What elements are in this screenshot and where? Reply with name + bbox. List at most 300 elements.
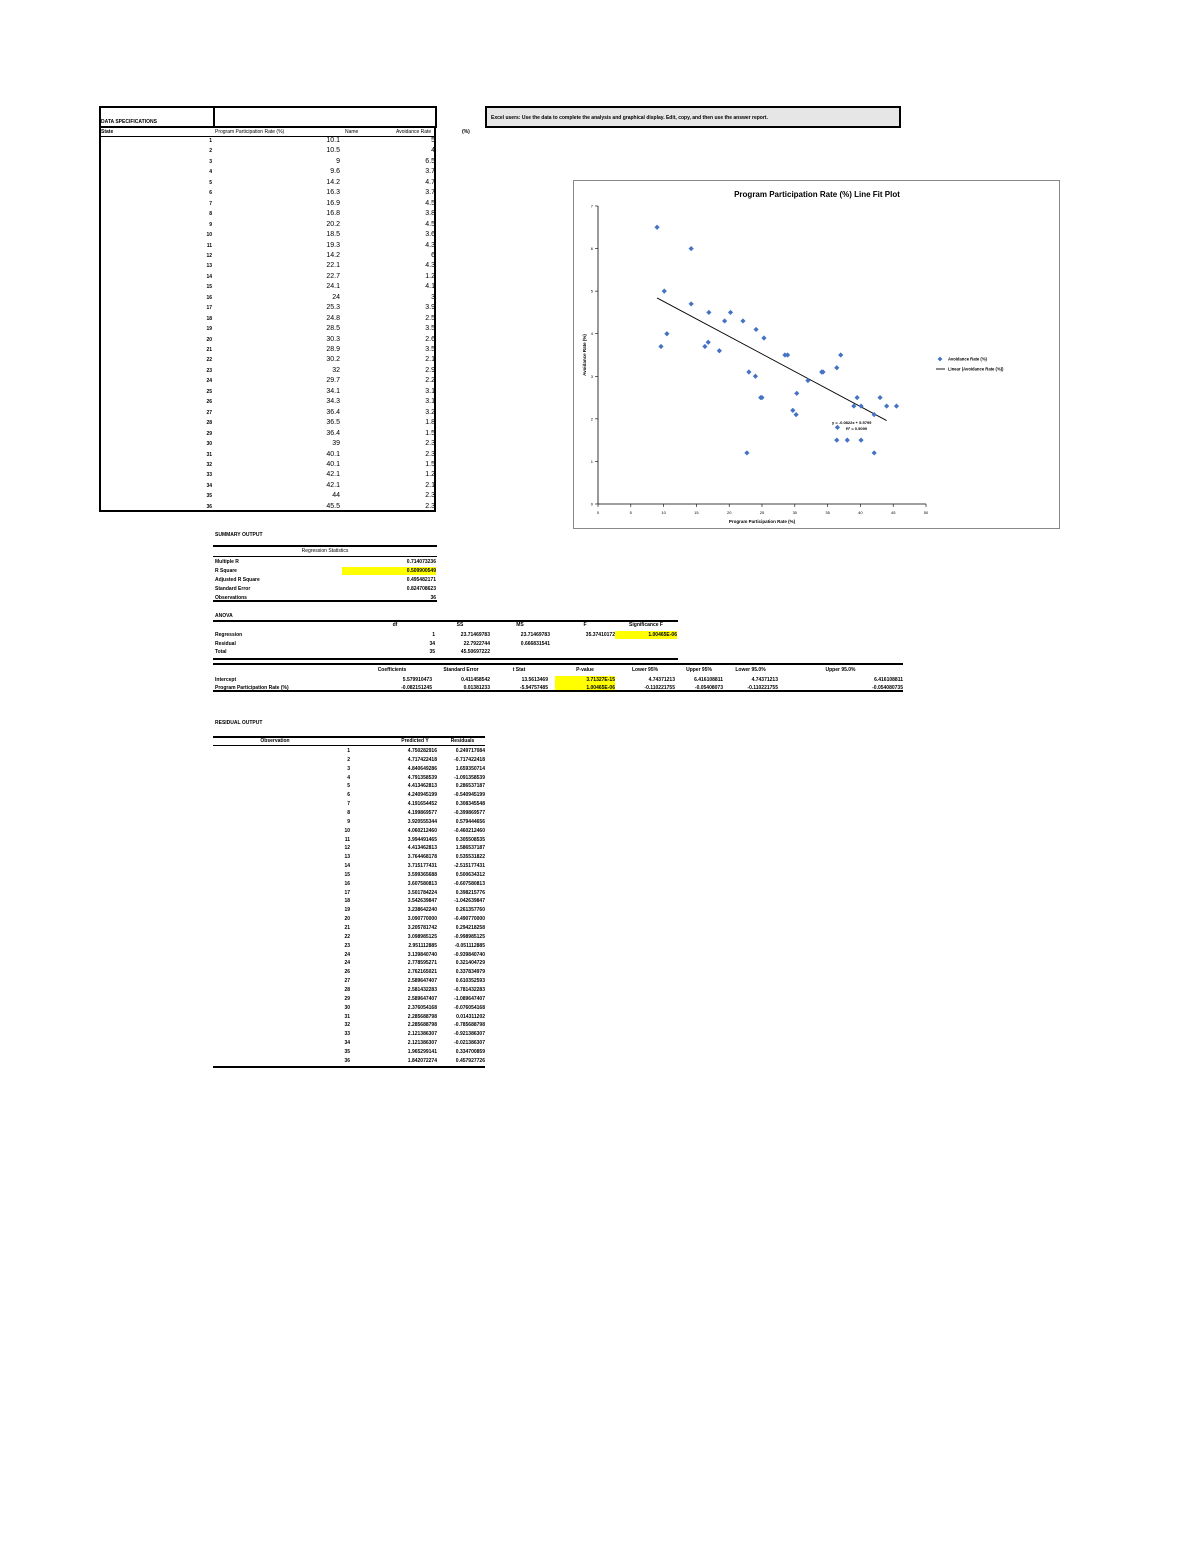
- residual-observation: 36: [344, 1057, 350, 1064]
- residual-predicted: 3.238642240: [407, 907, 437, 914]
- residual-value: -0.076054168: [454, 1004, 485, 1011]
- residual-value: 0.610352593: [455, 978, 485, 985]
- state-cell: 21: [206, 347, 212, 353]
- residual-predicted: 3.764468178: [407, 854, 437, 861]
- coef-value: 0.411458542: [461, 677, 490, 683]
- state-cell: 10: [206, 232, 212, 239]
- residual-observation: 1: [347, 748, 350, 754]
- state-cell: 9: [209, 221, 212, 228]
- residual-predicted: 2.778595271: [407, 960, 437, 967]
- data-point: [790, 408, 795, 413]
- state-cell: 13: [206, 263, 212, 270]
- residual-predicted: 2.121386307: [407, 1040, 437, 1047]
- section-title: DATA SPECIFICATIONS: [101, 119, 157, 125]
- avoidance-cell: 3.9: [425, 304, 435, 312]
- coef-label: Intercept: [215, 677, 237, 683]
- data-point: [753, 327, 758, 332]
- col-avoid-header: Avoidance Rate: [396, 129, 432, 135]
- coef-value: 6.416108811: [694, 677, 723, 683]
- residual-value: -0.490770000: [454, 916, 485, 923]
- legend-label-points: Avoidance Rate (%): [948, 356, 987, 362]
- residual-predicted: 2.951112885: [408, 942, 437, 949]
- avoidance-cell: 1.2: [425, 272, 435, 280]
- residual-value: 0.398215776: [455, 889, 485, 896]
- residual-predicted: 2.589647407: [407, 995, 437, 1002]
- rate-cell: 34.3: [326, 398, 340, 406]
- x-tick-label: 45: [890, 510, 896, 515]
- avoidance-cell: 2.2: [425, 377, 435, 385]
- coef-value: -0.110221755: [747, 685, 778, 691]
- rate-cell: 30.2: [326, 356, 340, 364]
- avoidance-cell: 4.3: [425, 241, 435, 249]
- data-point: [662, 289, 667, 294]
- residual-predicted: 2.121386307: [407, 1031, 437, 1038]
- state-cell: 11: [206, 242, 212, 249]
- rate-cell: 16.3: [326, 189, 340, 197]
- y-axis-label: Avoidance Rate (%): [582, 334, 587, 376]
- avoidance-cell: 1.8: [425, 419, 435, 427]
- data-point: [702, 344, 707, 349]
- residual-value: -0.607580813: [454, 880, 485, 887]
- residual-observation: 27: [344, 978, 350, 985]
- residual-observation: 33: [344, 1031, 350, 1038]
- data-point: [785, 352, 790, 357]
- state-cell: 34: [206, 482, 212, 489]
- rate-cell: 9.6: [330, 168, 340, 176]
- x-tick-label: 15: [694, 510, 699, 515]
- data-point: [858, 438, 863, 443]
- residual-observation: 23: [344, 942, 350, 949]
- anova-value: 45.50697222: [460, 649, 490, 655]
- coef-header: Lower 95.0%: [735, 667, 766, 673]
- data-point: [664, 331, 669, 336]
- residual-predicted: 2.581432283: [407, 986, 437, 993]
- x-tick-label: 50: [923, 510, 929, 515]
- avoidance-cell: 3: [431, 293, 435, 301]
- anova-header: SS: [456, 622, 464, 628]
- data-point: [717, 348, 722, 353]
- data-point: [728, 310, 733, 315]
- residual-value: 0.294218258: [455, 925, 485, 931]
- residual-title: RESIDUAL OUTPUT: [215, 720, 263, 726]
- residual-observation: 24: [344, 960, 350, 967]
- rate-cell: 36.5: [326, 419, 340, 427]
- state-cell: 25: [206, 388, 212, 395]
- state-cell: 3: [209, 158, 212, 165]
- rate-cell: 10.1: [326, 137, 340, 144]
- avoidance-cell: 2.3: [425, 502, 435, 510]
- stat-label: Observations: [215, 595, 247, 601]
- avoidance-cell: 3.7: [425, 189, 435, 197]
- residual-predicted: 2.285688798: [407, 1013, 437, 1020]
- residual-value: 0.261357760: [455, 907, 485, 914]
- residual-observation: 2: [347, 756, 350, 763]
- data-point: [654, 225, 659, 230]
- residual-value: -0.921386307: [454, 1031, 485, 1038]
- state-cell: 24: [206, 378, 212, 385]
- col-name-header: Name: [345, 129, 359, 135]
- coef-value: 5.579910473: [402, 677, 432, 683]
- rate-cell: 40.1: [326, 450, 340, 458]
- legend-marker-points: [938, 357, 943, 362]
- state-cell: 5: [209, 179, 212, 186]
- stat-value: 0.714073236: [406, 559, 436, 565]
- avoidance-cell: 1.5: [425, 460, 435, 468]
- residual-value: 0.249717084: [455, 748, 485, 754]
- y-tick-label: 0: [590, 501, 593, 507]
- pct-label: (%): [462, 129, 470, 135]
- state-cell: 19: [206, 326, 212, 333]
- legend-label-line: Linear (Avoidance Rate (%)): [948, 366, 1004, 372]
- anova-value: 35.37410172: [585, 632, 615, 638]
- residual-value: -0.785688798: [454, 1022, 485, 1029]
- residual-predicted: 1.842072274: [407, 1057, 437, 1064]
- stat-value: 36: [430, 595, 436, 601]
- residual-observation: 12: [344, 845, 350, 852]
- trendline-r2: R² = 0.5099: [846, 426, 868, 431]
- residual-value: 0.457927726: [455, 1057, 485, 1064]
- rate-cell: 29.7: [326, 377, 340, 385]
- data-point: [834, 365, 839, 370]
- residual-predicted: 3.715177431: [407, 863, 437, 870]
- avoidance-cell: 3.5: [425, 325, 435, 333]
- residual-observation: 22: [344, 933, 350, 940]
- rate-cell: 24.1: [326, 283, 340, 291]
- rate-cell: 45.5: [326, 502, 340, 510]
- anova-value: 23.71469783: [460, 632, 490, 638]
- anova-value: 23.71469783: [520, 632, 550, 638]
- col-rate-header: Program Participation Rate (%): [215, 129, 285, 135]
- residual-value: 0.305508535: [455, 836, 485, 843]
- residual-header-observation: Observation: [260, 738, 290, 744]
- residual-value: 0.286537187: [455, 783, 485, 790]
- residual-observation: 5: [347, 783, 350, 790]
- residual-header-predicted: Predicted Y: [401, 738, 429, 744]
- residual-observation: 26: [344, 969, 350, 976]
- x-tick-label: 40: [858, 510, 863, 515]
- rate-cell: 16.9: [326, 199, 340, 207]
- residual-predicted: 4.840649286: [407, 765, 437, 772]
- coef-header: P-value: [576, 667, 594, 673]
- anova-header: F: [583, 622, 587, 628]
- data-point: [838, 352, 843, 357]
- data-point: [722, 318, 727, 323]
- residual-predicted: 3.139840740: [407, 951, 437, 958]
- avoidance-cell: 2.3: [425, 492, 435, 500]
- coef-value: 6.416108811: [874, 677, 903, 683]
- residual-value: -0.781432283: [454, 986, 485, 993]
- residual-observation: 32: [344, 1022, 350, 1029]
- x-tick-label: 25: [759, 510, 765, 515]
- residual-predicted: 3.090770000: [407, 916, 437, 923]
- state-cell: 22: [206, 357, 212, 364]
- anova-value: 1.00465E-06: [615, 631, 677, 639]
- rate-cell: 32: [332, 366, 340, 374]
- rate-cell: 14.2: [326, 251, 340, 259]
- residual-observation: 9: [347, 818, 350, 825]
- residual-predicted: 3.607580813: [407, 880, 437, 887]
- residual-observation: 16: [344, 880, 350, 887]
- state-cell: 4: [209, 169, 212, 176]
- residual-observation: 35: [344, 1048, 350, 1055]
- residual-predicted: 3.501784224: [407, 889, 437, 896]
- anova-label: Regression: [215, 632, 243, 638]
- stat-value: 0.509900549: [342, 567, 436, 575]
- coef-value: 4.74371213: [648, 677, 675, 683]
- rate-cell: 30.3: [326, 335, 340, 343]
- state-cell: 12: [206, 252, 212, 259]
- data-point: [884, 403, 889, 408]
- avoidance-cell: 2.6: [425, 335, 435, 343]
- residual-value: 0.579444656: [455, 818, 485, 825]
- residual-value: 0.334700859: [455, 1048, 485, 1055]
- residual-predicted: 3.098985125: [407, 933, 437, 940]
- residual-value: 0.535531822: [455, 854, 485, 861]
- state-cell: 20: [206, 336, 212, 343]
- chart-svg: [574, 181, 1061, 530]
- anova-value: 0.666831541: [520, 640, 550, 647]
- avoidance-cell: 4.5: [425, 220, 435, 228]
- residual-predicted: 3.920555344: [407, 818, 437, 825]
- coef-value: 3.71327E-15: [555, 676, 615, 684]
- residual-header-residuals: Residuals: [450, 738, 475, 744]
- anova-value: 34: [429, 640, 435, 647]
- y-tick-label: 1: [590, 458, 593, 464]
- trendline-equation: y = -0.0822x + 5.5799: [832, 420, 872, 425]
- x-tick-label: 5: [629, 510, 632, 515]
- rate-cell: 22.7: [326, 272, 340, 280]
- anova-value: 35: [429, 649, 435, 655]
- residual-observation: 18: [344, 898, 350, 905]
- stat-label: Adjusted R Square: [215, 577, 260, 583]
- state-cell: 32: [206, 461, 212, 468]
- residual-observation: 24: [344, 951, 350, 958]
- header-cell-right[interactable]: [213, 106, 437, 128]
- coef-header: Lower 95%: [631, 667, 659, 673]
- avoidance-cell: 3.1: [425, 387, 435, 395]
- residual-observation: 8: [347, 809, 350, 816]
- rate-cell: 28.9: [326, 346, 340, 353]
- residual-value: -1.091358539: [454, 774, 485, 781]
- rate-cell: 40.1: [326, 460, 340, 468]
- residual-observation: 28: [344, 986, 350, 993]
- rate-cell: 19.3: [326, 241, 340, 249]
- residual-predicted: 3.205781742: [407, 925, 437, 931]
- residual-predicted: 4.191654452: [407, 801, 437, 808]
- state-cell: 2: [209, 148, 212, 155]
- residual-value: -0.717422418: [454, 756, 485, 763]
- residual-observation: 17: [344, 889, 350, 896]
- rate-cell: 14.2: [326, 178, 340, 186]
- residual-value: 1.659350714: [455, 765, 485, 772]
- residual-predicted: 2.376054168: [407, 1004, 437, 1011]
- state-cell: 17: [206, 305, 212, 312]
- data-point: [658, 344, 663, 349]
- coef-value: 0.01381233: [463, 685, 490, 691]
- residual-predicted: 4.750282916: [407, 748, 437, 754]
- avoidance-cell: 2.5: [425, 314, 435, 322]
- y-tick-label: 4: [590, 331, 593, 337]
- state-cell: 16: [206, 294, 212, 301]
- anova-label: Residual: [215, 640, 236, 647]
- state-cell: 8: [209, 211, 212, 218]
- coef-header: Upper 95.0%: [825, 667, 856, 673]
- rate-cell: 9: [336, 157, 340, 165]
- data-point: [834, 438, 839, 443]
- residual-observation: 15: [344, 871, 350, 878]
- state-cell: 35: [206, 493, 212, 500]
- trend-line: [657, 298, 887, 421]
- state-cell: 31: [206, 451, 212, 458]
- residual-value: -0.939840740: [454, 951, 485, 958]
- state-cell: 36: [206, 503, 212, 510]
- data-point: [744, 450, 749, 455]
- rate-cell: 28.5: [326, 325, 340, 333]
- avoidance-cell: 3.6: [425, 231, 435, 239]
- data-point: [855, 395, 860, 400]
- residual-observation: 4: [347, 774, 350, 781]
- rate-cell: 24: [332, 293, 340, 301]
- data-point: [794, 391, 799, 396]
- data-point: [872, 450, 877, 455]
- coef-value: -5.94757485: [519, 685, 548, 691]
- residual-observation: 7: [347, 801, 350, 808]
- residual-predicted: 4.413462813: [407, 845, 437, 852]
- data-point: [689, 301, 694, 306]
- anova-header: MS: [516, 622, 524, 628]
- residual-predicted: 4.413462813: [407, 783, 437, 790]
- rate-cell: 18.5: [326, 231, 340, 239]
- state-cell: 30: [206, 441, 212, 448]
- data-point: [845, 438, 850, 443]
- state-cell: 27: [206, 409, 212, 416]
- data-point: [740, 318, 745, 323]
- residual-predicted: 2.285688798: [407, 1022, 437, 1029]
- data-point: [753, 374, 758, 379]
- residual-predicted: 3.542639847: [407, 898, 437, 905]
- rate-cell: 42.1: [326, 471, 340, 479]
- residual-value: -0.051112885: [454, 942, 485, 949]
- avoidance-cell: 4.7: [425, 178, 435, 186]
- x-tick-label: 20: [726, 510, 732, 515]
- y-tick-label: 6: [590, 246, 593, 252]
- rate-cell: 25.3: [326, 304, 340, 312]
- coef-value: 4.74371213: [751, 677, 778, 683]
- avoidance-cell: 2.1: [425, 356, 435, 364]
- stat-label: Standard Error: [215, 586, 251, 592]
- avoidance-cell: 3.2: [425, 408, 435, 416]
- residual-observation: 21: [344, 925, 350, 931]
- data-point: [794, 412, 799, 417]
- data-point: [746, 369, 751, 374]
- coef-value: -0.05408073: [694, 685, 723, 691]
- avoidance-cell: 2.3: [425, 450, 435, 458]
- anova-value: 22.7922744: [463, 640, 490, 647]
- data-point: [835, 425, 840, 430]
- state-cell: 6: [209, 190, 212, 197]
- avoidance-cell: 1.5: [425, 429, 435, 437]
- state-cell: 28: [206, 420, 212, 427]
- residual-value: -0.460212460: [454, 827, 485, 834]
- rate-cell: 34.1: [326, 387, 340, 395]
- x-tick-label: 10: [661, 510, 666, 515]
- y-tick-label: 5: [590, 288, 593, 294]
- anova-title: ANOVA: [215, 613, 233, 619]
- residual-value: -0.540945199: [454, 792, 485, 799]
- state-cell: 23: [206, 367, 212, 374]
- avoidance-cell: 4: [431, 147, 435, 155]
- residual-value: 1.586537187: [455, 845, 485, 852]
- data-point: [706, 340, 711, 345]
- avoidance-cell: 4.1: [425, 283, 435, 291]
- state-cell: 33: [206, 472, 212, 479]
- summary-title: SUMMARY OUTPUT: [215, 532, 263, 538]
- rate-cell: 36.4: [326, 408, 340, 416]
- state-cell: 1: [209, 138, 212, 144]
- data-point: [761, 335, 766, 340]
- residual-observation: 13: [344, 854, 350, 861]
- avoidance-cell: 4.3: [425, 262, 435, 270]
- avoidance-cell: 6: [431, 251, 435, 259]
- residual-predicted: 2.589647407: [407, 978, 437, 985]
- line-fit-chart: [573, 180, 1060, 529]
- residual-value: -2.515177431: [454, 863, 485, 870]
- instructions-box: Excel users: Use the data to complete the analysis and graphical display. Edit, copy, and then use the answer report.: [485, 106, 901, 128]
- residual-predicted: 4.060212460: [407, 827, 437, 834]
- avoidance-cell: 3.8: [425, 210, 435, 218]
- coef-header: Standard Error: [443, 667, 479, 673]
- data-point: [877, 395, 882, 400]
- state-cell: 18: [206, 315, 212, 322]
- coef-value: -0.054080735: [872, 685, 903, 691]
- residual-predicted: 3.599365688: [407, 871, 437, 878]
- residual-observation: 34: [344, 1040, 350, 1047]
- rate-cell: 39: [332, 440, 340, 448]
- avoidance-cell: 2.9: [425, 366, 435, 374]
- data-point: [805, 378, 810, 383]
- regression-stats-header: Regression Statistics: [301, 548, 349, 554]
- avoidance-cell: 6.5: [425, 157, 435, 165]
- rate-cell: 20.2: [326, 220, 340, 228]
- stat-value: 0.824708623: [406, 586, 436, 592]
- coef-value: 13.5613469: [521, 677, 548, 683]
- rate-cell: 42.1: [326, 481, 340, 489]
- residual-value: 0.014311202: [456, 1013, 485, 1020]
- avoidance-cell: 1.2: [425, 471, 435, 479]
- residual-value: -1.089647407: [454, 995, 485, 1002]
- residual-predicted: 1.965299141: [407, 1048, 437, 1055]
- y-tick-label: 2: [590, 416, 593, 422]
- residual-value: 0.321404729: [455, 960, 485, 967]
- residual-predicted: 4.791358539: [407, 774, 437, 781]
- coef-label: Program Participation Rate (%): [215, 685, 289, 691]
- residual-value: 0.500634312: [455, 871, 485, 878]
- residual-value: -0.399869577: [454, 809, 485, 816]
- residual-value: 0.337834979: [455, 969, 485, 976]
- coef-value: -0.110221755: [644, 685, 675, 691]
- y-tick-label: 7: [590, 203, 593, 209]
- residual-observation: 10: [344, 827, 350, 834]
- avoidance-cell: 3.7: [425, 168, 435, 176]
- residual-observation: 14: [344, 863, 350, 870]
- residual-value: -0.021386307: [454, 1040, 485, 1047]
- col-state-header: State: [101, 129, 114, 135]
- data-point: [689, 246, 694, 251]
- residual-observation: 20: [344, 916, 350, 923]
- residual-observation: 11: [344, 836, 350, 843]
- x-tick-label: 0: [596, 510, 600, 515]
- avoidance-cell: 3.1: [425, 398, 435, 406]
